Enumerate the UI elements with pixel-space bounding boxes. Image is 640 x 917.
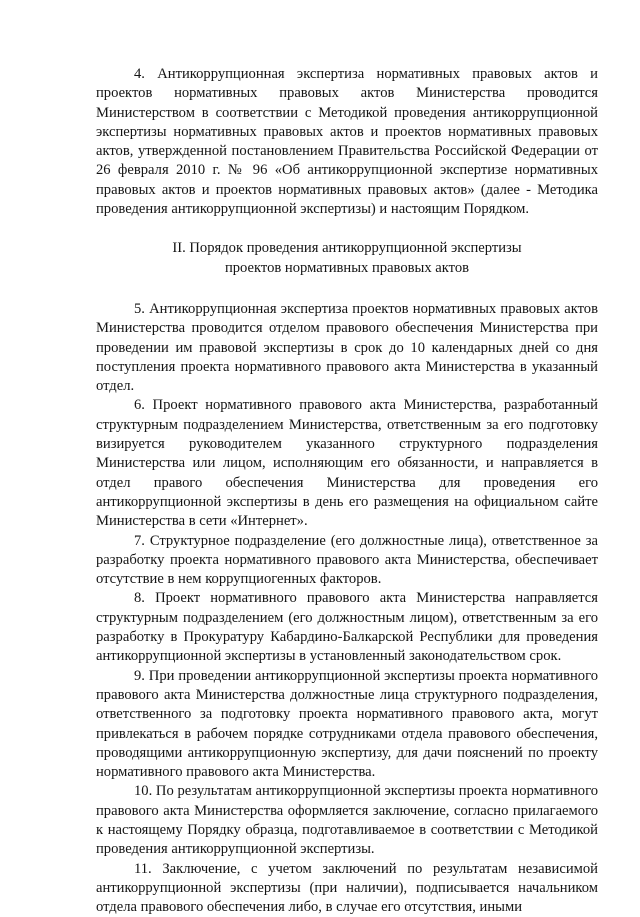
paragraph-4: 4. Антикоррупционная экспертиза нормативных правовых актов и проектов нормативных правовых актов Министерства проводится Министерством в соответствии с Методикой проведения антикоррупционной экспертизы нормативных правовых актов и проектов нормативных правовых актов, утвержденной постановлением Правительства Российской Федерации от 26 февраля 2010 г. № 96 «Об антикоррупционной экспертизе нормативных правовых актов и проектов нормативных правовых актов» (далее - Методика проведения антикоррупционной экспертизы) и настоящим Порядком. <box>96 66 598 218</box>
section-heading <box>96 239 598 278</box>
paragraph-5: 5. Антикоррупционная экспертиза проектов нормативных правовых актов Министерства проводится отделом правового обеспечения Министерства при проведении им правовой экспертизы в срок до 10 календарных дней со дня поступления проекта нормативного правового акта Министерства в указанный отдел. <box>96 300 598 395</box>
paragraph-8: 8. Проект нормативного правового акта Министерства направляется структурным подразделением (его должностным лицом), ответственным за его разработку в Прокуратуру Кабардино-Балкарской Республики для проведения антикоррупционной экспертизы в установленный законодательством срок. <box>96 590 598 665</box>
paragraph-7: 7. Структурное подразделение (его должностные лица), ответственное за разработку проекта нормативного правового акта Министерства, обеспечивает отсутствие в нем коррупциогенных факторов. <box>96 532 598 588</box>
section-heading-line-1: II. Порядок проведения антикоррупционной экспертизы <box>172 240 522 257</box>
paragraph-9: 9. При проведении антикоррупционной экспертизы проекта нормативного правового акта Министерства должностные лица структурного подразделения, ответственного за подготовку проекта нормативного правового акта, могут привлекаться в рабочем порядке сотрудниками отдела правового обеспечения, проводящими антикоррупционную экспертизу, для дачи пояснений по проекту нормативного правового акта Министерства. <box>96 667 598 781</box>
paragraph-11: 11. Заключение, с учетом заключений по результатам независимой антикоррупционной экспертизы (при наличии), подписывается начальником отдела правового обеспечения либо, в случае его отсутствия, иными <box>96 860 598 916</box>
document-page <box>96 65 598 917</box>
paragraph-6: 6. Проект нормативного правового акта Министерства, разработанный структурным подразделением Министерства, ответственным за его подготовку визируется руководителем указанного структурного подразделения Министерства или лицом, исполняющим его обязанности, и направляется в отдел правого обеспечения Министерства для проведения его антикоррупционной экспертизы в день его размещения на официальном сайте Министерства в сети «Интернет». <box>96 397 598 530</box>
section-heading-line-2: проектов нормативных правовых актов <box>224 259 470 276</box>
paragraph-10: 10. По результатам антикоррупционной экспертизы проекта нормативного правового акта Министерства оформляется заключение, согласно прилагаемого к настоящему Порядку образца, подготавливаемое в соответствии с Методикой проведения антикоррупционной экспертизы. <box>96 783 598 858</box>
